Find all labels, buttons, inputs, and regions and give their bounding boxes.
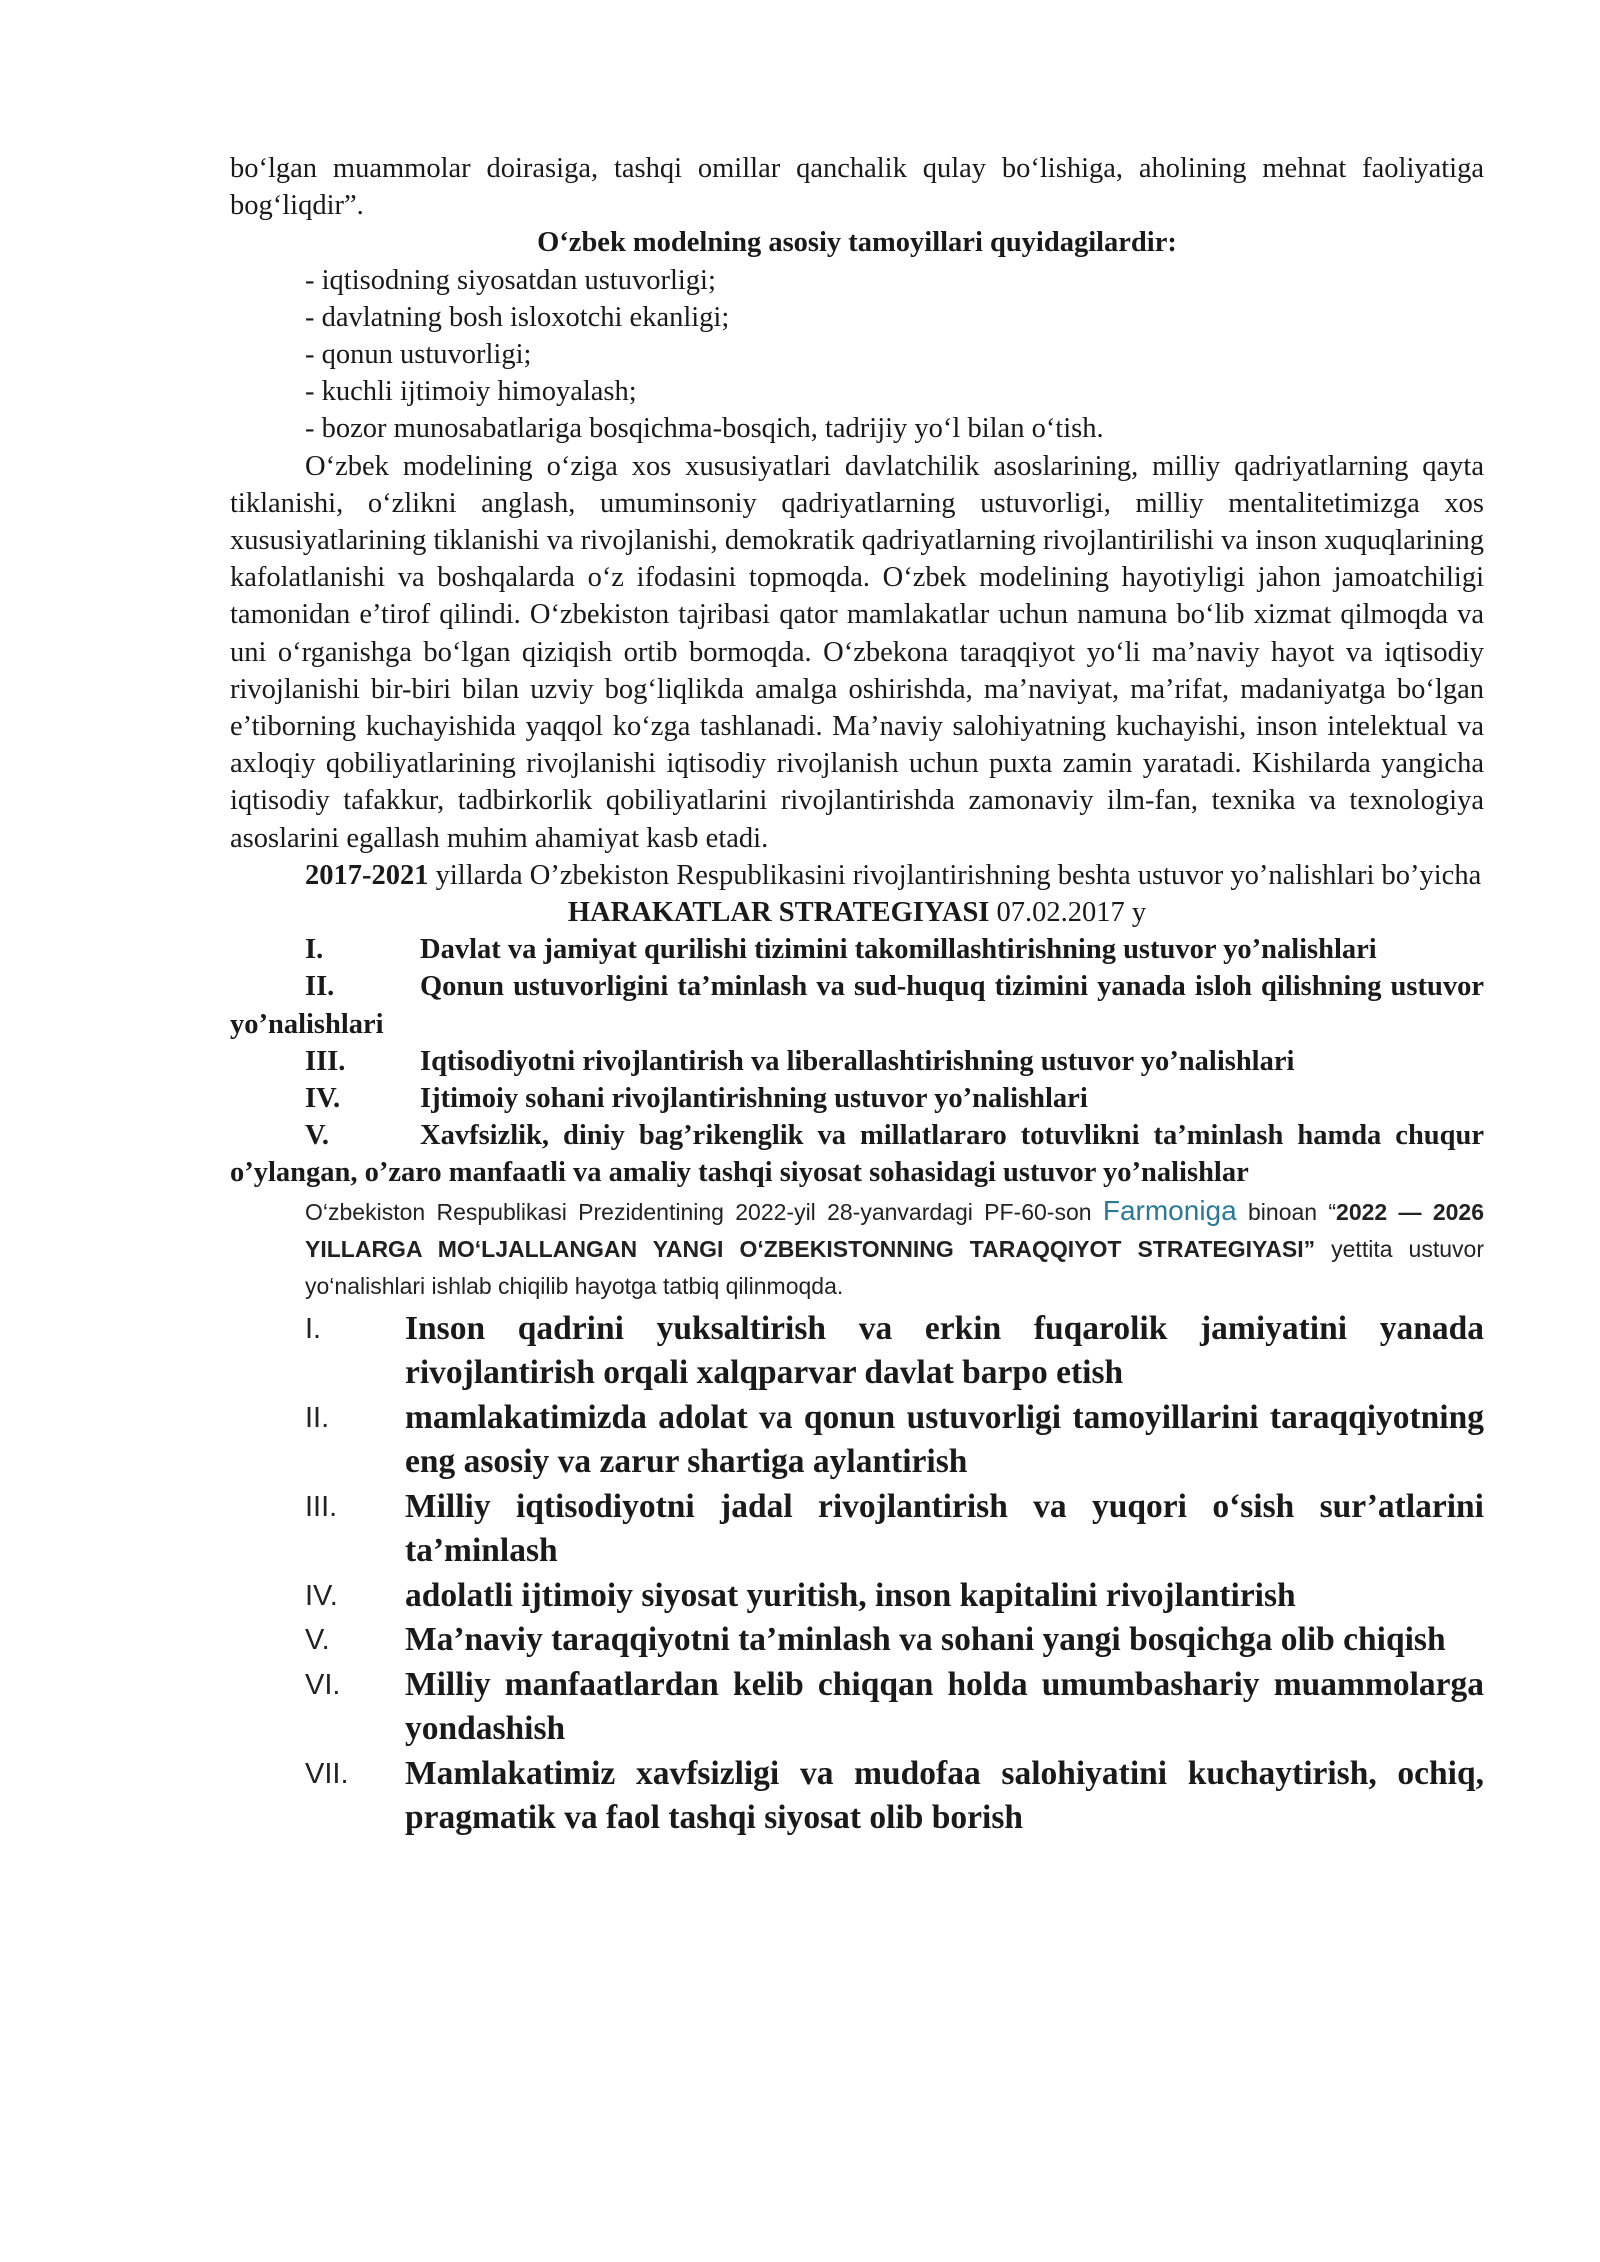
new-strategy-item-text: Inson qadrini yuksaltirish va erkin fuqarolik jamiyatini yanada rivojlantirish orqali xalqparvar davlat barpo etish: [405, 1309, 1484, 1392]
decree-strategy-name: 2022 — 2026 YILLARGA MO‘LJALLANGAN YANGI O‘ZBEKISTONNING TARAQQIYOT STRATEGIYASI”: [305, 1198, 1484, 1262]
strategy-item-text: Iqtisodiyotni rivojlantirish va liberallashtirishning ustuvor yo’nalishlari: [420, 1045, 1295, 1077]
decree-text-tail: yettita ustuvor yo‘nalishlari ishlab chiqilib hayotga tatbiq qilinmoqda.: [305, 1235, 1484, 1299]
strategy-item: [230, 1117, 1484, 1191]
principle-item: - iqtisodning siyosatdan ustuvorligi;: [305, 264, 716, 296]
new-strategy-item: [230, 1663, 1484, 1752]
strategy-title-bold: HARAKATLAR STRATEGIYASI: [567, 897, 990, 929]
principles-list: [230, 262, 1484, 448]
new-strategy-item: [230, 1752, 1484, 1841]
strategy-intro-text: yillarda O’zbekiston Respublikasini rivojlantirishning beshta ustuvor yo’nalishlari bo’yicha: [428, 859, 1482, 891]
new-strategy-item: [230, 1396, 1484, 1485]
principles-heading: O‘zbek modelning asosiy tamoyillari quyidagilardir:: [537, 227, 1177, 259]
new-strategy-item-number: II.: [305, 1401, 330, 1434]
new-strategy-item-number: V.: [305, 1624, 330, 1657]
strategy-list: [230, 931, 1484, 1191]
strategy-item-text: Davlat va jamiyat qurilishi tizimini takomillashtirishning ustuvor yo’nalishlari: [420, 934, 1377, 966]
model-paragraph: O‘zbek modelining o‘ziga xos xususiyatlari davlatchilik asoslarining, milliy qadriyatlarning qayta tiklanishi, o‘zlikni anglash, umuminsoniy qadriyatlarning ustuvorligi, milliy mentalitetimizga xos xususiyatlarining tiklanishi va rivojlanishi, demokratik qadriyatlarning rivojlantirilishi va inson xuquqlarining kafolatlanishi va boshqalarda o‘z ifodasini topmoqda. O‘zbek modelining hayotiyligi jahon jamoatchiligi tamonidan e’tirof qilindi. O‘zbekiston tajribasi qator mamlakatlar uchun namuna bo‘lib xizmat qilmoqda va uni o‘rganishga bo‘lgan qiziqish ortib bormoqda. O‘zbekona taraqqiyot yo‘li ma’naviy hayot va iqtisodiy rivojlanishi bir-biri bilan uzviy bog‘liqlikda amalga oshirishda, ma’naviyat, ma’rifat, madaniyatga bo‘lgan e’tiborning kuchayishida yaqqol ko‘zga tashlanadi. Ma’naviy salohiyatning kuchayishi, inson intelektual va axloqiy qobiliyatlarining rivojlanishi iqtisodiy rivojlanish uchun puxta zamin yaratadi. Kishilarda yangicha iqtisodiy tafakkur, tadbirkorlik qobiliyatlarini rivojlantirishda zamonaviy ilm-fan, texnika va texnologiya asoslarini egallash muhim ahamiyat kasb etadi.: [230, 450, 1484, 854]
new-strategy-item-text: Mamlakatimiz xavfsizligi va mudofaa salohiyatini kuchaytirish, ochiq, pragmatik va faol tashqi siyosat olib borish: [405, 1754, 1484, 1837]
new-strategy-item: [230, 1618, 1484, 1663]
strategy-item-number: III.: [305, 1045, 346, 1077]
strategy-item: [230, 1080, 1484, 1117]
strategy-item-number: I.: [305, 934, 324, 966]
new-strategy-item-number: I.: [305, 1312, 322, 1345]
new-strategy-item-number: IV.: [305, 1579, 338, 1612]
principle-item: - qonun ustuvorligi;: [305, 339, 532, 371]
decree-text-before: O‘zbekiston Respublikasi Prezidentining 2022-yil 28-yanvardagi PF-60-son: [305, 1198, 1103, 1225]
principle-item: - bozor munosabatlariga bosqichma-bosqich, tadrijiy yo‘l bilan o‘tish.: [305, 413, 1104, 445]
strategy-item-text: Qonun ustuvorligini ta’minlash va sud-huquq tizimini yanada isloh qilishning ustuvor yo’nalishlari: [230, 971, 1484, 1040]
strategy-item: [230, 931, 1484, 968]
new-strategy-item-text: Milliy manfaatlardan kelib chiqqan holda umumbashariy muammolarga yondashish: [405, 1665, 1484, 1748]
new-strategy-item: [230, 1307, 1484, 1396]
new-strategy-item-number: VII.: [305, 1757, 349, 1790]
document-page: [230, 150, 1484, 1841]
strategy-intro: [230, 857, 1484, 894]
new-strategy-item-number: VI.: [305, 1668, 341, 1701]
new-strategy-item: [230, 1574, 1484, 1619]
new-strategy-item: [230, 1485, 1484, 1574]
strategy-years: 2017-2021: [305, 859, 429, 891]
new-strategy-item-text: mamlakatimizda adolat va qonun ustuvorligi tamoyillarini taraqqiyotning eng asosiy va zarur shartiga aylantirish: [405, 1398, 1484, 1481]
strategy-item-number: V.: [305, 1120, 330, 1152]
strategy-item: [230, 1043, 1484, 1080]
new-strategy-item-text: Milliy iqtisodiyotni jadal rivojlantirish va yuqori o‘sish sur’atlarini ta’minlash: [405, 1487, 1484, 1570]
strategy-item: [230, 968, 1484, 1042]
strategy-title-date: 07.02.2017 y: [989, 897, 1147, 929]
principle-item: - kuchli ijtimoiy himoyalash;: [305, 376, 637, 408]
strategy-item-number: IV.: [305, 1083, 341, 1115]
decree-paragraph: [230, 1192, 1484, 1305]
new-strategy-item-text: Ma’naviy taraqqiyotni ta’minlash va sohani yangi bosqichga olib chiqish: [405, 1621, 1446, 1659]
strategy-item-text: Ijtimoiy sohani rivojlantirishning ustuvor yo’nalishlari: [420, 1083, 1088, 1115]
new-strategy-item-number: III.: [305, 1490, 338, 1523]
intro-fragment: bo‘lgan muammolar doirasiga, tashqi omillar qanchalik qulay bo‘lishiga, aholining mehnat faoliyatiga bog‘liqdir”.: [230, 153, 1484, 222]
decree-text-after: binoan “: [1236, 1198, 1337, 1225]
strategy-item-number: II.: [305, 971, 335, 1003]
decree-link[interactable]: Farmoniga: [1102, 1194, 1237, 1226]
principle-item: - davlatning bosh isloxotchi ekanligi;: [305, 301, 730, 333]
strategy-item-text: Xavfsizlik, diniy bag’rikenglik va millatlararo totuvlikni ta’minlash hamda chuqur o’ylangan, o’zaro manfaatli va amaliy tashqi siyosat sohasidagi ustuvor yo’nalishlar: [230, 1120, 1484, 1189]
strategy-title: [230, 894, 1484, 931]
new-strategy-item-text: adolatli ijtimoiy siyosat yuritish, inson kapitalini rivojlantirish: [405, 1576, 1296, 1614]
new-strategy-list: [230, 1307, 1484, 1841]
